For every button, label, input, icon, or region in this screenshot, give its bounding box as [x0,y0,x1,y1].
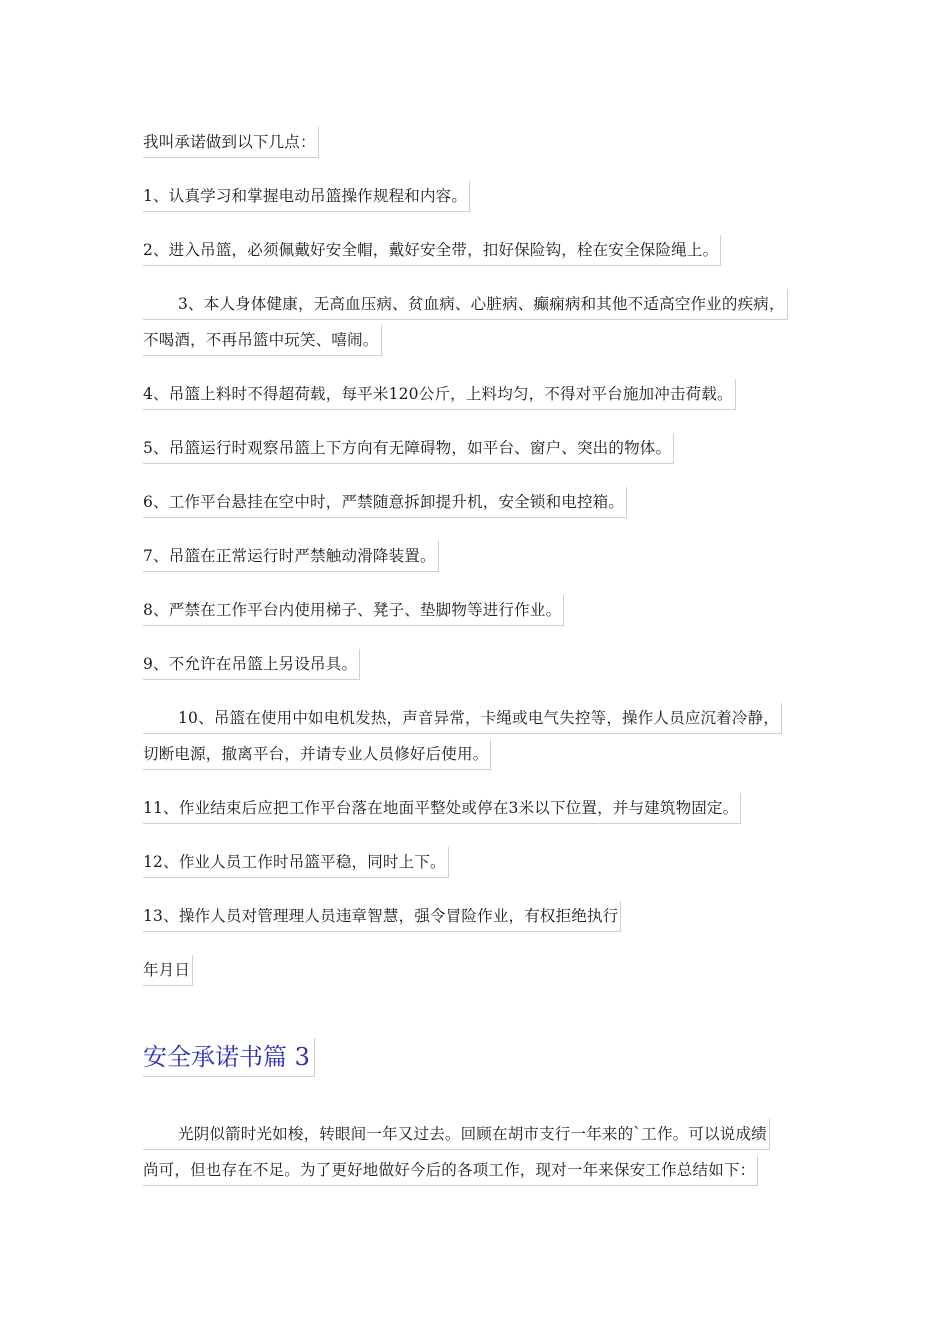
section-paragraph [143,1116,770,1188]
intro-paragraph [143,124,319,160]
item-text: 11、作业结束后应把工作平台落在地面平整处或停在3米以下位置，并与建筑物固定。 [143,793,741,824]
date-text: 年月日 [143,955,193,986]
item-13 [143,898,621,934]
item-6 [143,484,627,520]
item-text: 10、吊篮在使用中如电机发热，声音异常，卡绳或电气失控等，操作人员应沉着冷静， [143,703,782,734]
item-text-cont: 切断电源，撤离平台，并请专业人员修好后使用。 [143,739,491,770]
item-2 [143,232,721,268]
section-heading [143,1038,315,1077]
item-text: 12、作业人员工作时吊篮平稳，同时上下。 [143,847,449,878]
item-5 [143,430,674,466]
item-text: 8、严禁在工作平台内使用梯子、凳子、垫脚物等进行作业。 [143,595,564,626]
item-text: 6、工作平台悬挂在空中时，严禁随意拆卸提升机，安全锁和电控箱。 [143,487,627,518]
item-text: 5、吊篮运行时观察吊篮上下方向有无障碍物，如平台、窗户、突出的物体。 [143,433,674,464]
item-4 [143,376,736,412]
item-8 [143,592,564,628]
item-3 [143,286,788,358]
item-12 [143,844,449,880]
item-10 [143,700,782,772]
item-text: 1、认真学习和掌握电动吊篮操作规程和内容。 [143,181,470,212]
section-title: 安全承诺书篇 3 [143,1038,315,1077]
item-text: 3、本人身体健康，无高血压病、贫血病、心脏病、癫痫病和其他不适高空作业的疾病， [143,289,788,320]
item-text: 13、操作人员对管理理人员违章智慧，强令冒险作业，有权拒绝执行 [143,901,621,932]
item-text: 9、不允许在吊篮上另设吊具。 [143,649,360,680]
date-paragraph [143,952,193,988]
item-text: 7、吊篮在正常运行时严禁触动滑降装置。 [143,541,439,572]
item-7 [143,538,439,574]
item-text: 2、进入吊篮，必须佩戴好安全帽，戴好安全带，扣好保险钩，栓在安全保险绳上。 [143,235,721,266]
item-9 [143,646,360,682]
item-text-cont: 不喝酒，不再吊篮中玩笑、嘻闹。 [143,325,382,356]
intro-text: 我叫承诺做到以下几点： [143,127,319,158]
section-text-cont: 尚可，但也存在不足。为了更好地做好今后的各项工作，现对一年来保安工作总结如下： [143,1155,758,1186]
section-text: 光阴似箭时光如梭，转眼间一年又过去。回顾在胡市支行一年来的`工作。可以说成绩 [143,1119,770,1150]
item-11 [143,790,741,826]
item-text: 4、吊篮上料时不得超荷载，每平米120公斤，上料均匀，不得对平台施加冲击荷载。 [143,379,736,410]
item-1 [143,178,470,214]
